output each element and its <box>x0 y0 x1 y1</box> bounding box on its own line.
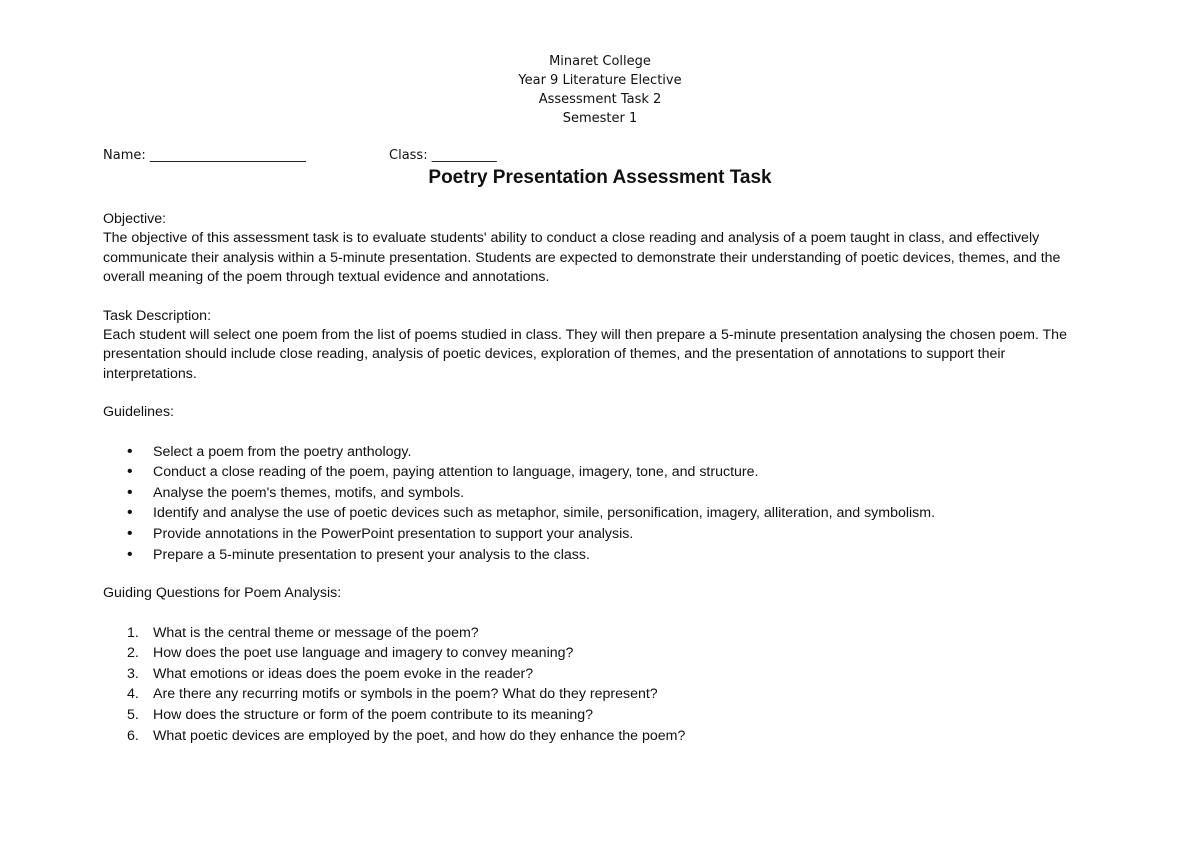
objective-text: The objective of this assessment task is to evaluate students' ability to conduct a close reading and analysis of a poem taught in class, and effectively communicate their analysis within a 5-minute presentation. Students are expected to demonstrate their understanding of poetic devices, themes, and the overall meaning of the poem through textual evidence and annotations. <box>103 230 1061 286</box>
class-field: Class: __________ <box>389 148 497 163</box>
list-number: 6. <box>127 727 139 744</box>
list-number: 5. <box>127 707 139 723</box>
list-item <box>103 684 1103 705</box>
semester-label: Semester 1 <box>562 111 638 126</box>
objective-section <box>103 210 1103 288</box>
task-description-heading: Task Description: <box>103 307 212 324</box>
guidelines-heading: Guidelines: <box>103 404 174 421</box>
list-number: 2. <box>127 645 139 662</box>
guiding-questions-list <box>103 623 1103 747</box>
list-text: Are there any recurring motifs or symbols in the poem? What do they represent? <box>153 686 658 703</box>
student-fields <box>103 147 497 165</box>
list-item <box>103 705 1103 726</box>
objective-heading: Objective: <box>103 211 167 227</box>
list-number: 1. <box>127 624 139 641</box>
list-number: 4. <box>127 686 139 703</box>
list-text: How does the poet use language and imagery to convey meaning? <box>153 645 574 662</box>
list-text: What poetic devices are employed by the poet, and how do they enhance the poem? <box>153 727 686 744</box>
guiding-questions-section <box>103 584 1103 746</box>
guidelines-list <box>103 442 1103 566</box>
task-description-section <box>103 307 1103 385</box>
list-item <box>103 726 1103 747</box>
list-item: • Identify and analyse the use of poetic devices such as metaphor, simile, personification, imagery, alliteration, and symbolism. <box>103 503 1103 524</box>
list-text: What is the central theme or message of the poem? <box>153 624 479 641</box>
name-field: Name: ________________________ <box>103 148 306 163</box>
document-header <box>0 52 1200 128</box>
list-item <box>103 623 1103 644</box>
list-number: 3. <box>127 665 139 682</box>
document-title: Poetry Presentation Assessment Task <box>428 167 772 188</box>
course-name: Year 9 Literature Elective <box>518 73 682 88</box>
list-text: What emotions or ideas does the poem evoke in the reader? <box>153 665 534 682</box>
list-item: • Select a poem from the poetry anthology. <box>103 442 1103 463</box>
list-item: • Analyse the poem's themes, motifs, and symbols. <box>103 483 1103 504</box>
list-item: • Prepare a 5-minute presentation to present your analysis to the class. <box>103 545 1103 566</box>
list-text: How does the structure or form of the poem contribute to its meaning? <box>153 707 594 723</box>
school-name: Minaret College <box>549 54 651 69</box>
list-item <box>103 643 1103 664</box>
task-label: Assessment Task 2 <box>538 92 662 107</box>
list-item: • Provide annotations in the PowerPoint presentation to support your analysis. <box>103 524 1103 545</box>
task-description-text: Each student will select one poem from the list of poems studied in class. They will then prepare a 5-minute presentation analysing the chosen poem. The presentation should include close reading, analysis of poetic devices, exploration of themes, and the presentation of annotations to support their interpretations. <box>103 327 1067 382</box>
guidelines-section <box>103 403 1103 565</box>
list-item: • Conduct a close reading of the poem, paying attention to language, imagery, tone, and structure. <box>103 462 1103 483</box>
guiding-questions-heading: Guiding Questions for Poem Analysis: <box>103 585 342 602</box>
list-item <box>103 664 1103 685</box>
document-body <box>103 210 1103 765</box>
